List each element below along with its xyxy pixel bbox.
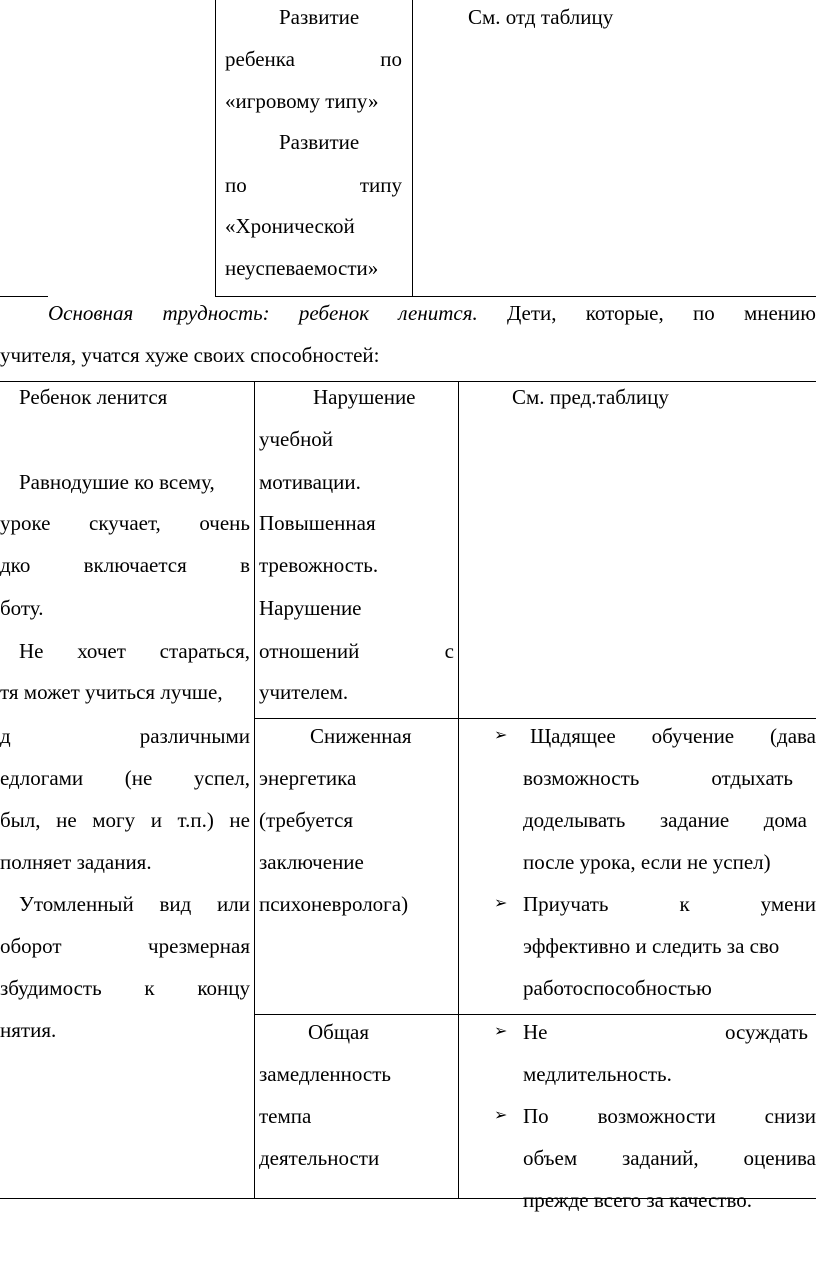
col1-word: могу: [92, 808, 136, 832]
row2-word: (дава: [770, 724, 816, 748]
col1-line: [0, 553, 250, 577]
row2-word: умени: [760, 892, 816, 916]
row3-word: объем: [523, 1146, 578, 1170]
col1-word: концу: [197, 976, 250, 1000]
top-col2-line2: [225, 47, 402, 71]
row2-col2-line: Сниженная: [310, 724, 412, 748]
paragraph-word: которые,: [585, 301, 664, 325]
paragraph-line2: учителя, учатся хуже своих способностей:: [0, 343, 380, 367]
row3-word: Не: [523, 1020, 548, 1044]
col1-word: включается: [83, 553, 187, 577]
bullet-arrow-icon: ➢: [494, 1107, 508, 1124]
row2-bullet2-line: эффективно и следить за сво: [523, 934, 780, 958]
col1-word: не: [229, 808, 250, 832]
row1-col2-line: мотивации.: [259, 470, 361, 494]
row3-col2-line: замедленность: [259, 1062, 392, 1086]
col1-line: [0, 724, 250, 748]
col1-word: скучает,: [89, 511, 161, 535]
top-table-mid-border: [412, 0, 413, 297]
row3-word: заданий,: [622, 1146, 699, 1170]
row3-col2-line: Общая: [308, 1020, 370, 1044]
col1-line: [19, 639, 250, 663]
top-col2-line7: неуспеваемости»: [225, 256, 379, 280]
row2-word: к: [679, 892, 690, 916]
top-table-left-border: [215, 0, 216, 297]
top-col3-text: См. отд таблицу: [468, 5, 614, 29]
col1-word: различными: [139, 724, 250, 748]
row1-col2-line: Нарушение: [259, 596, 362, 620]
main-table-row1-border: [254, 718, 816, 719]
col1-word: дко: [0, 553, 31, 577]
col1-word: не: [56, 808, 77, 832]
bullet-arrow-icon: ➢: [494, 895, 508, 912]
col1-word: к: [144, 976, 155, 1000]
col1-line: [0, 976, 250, 1000]
row2-col2-line: энергетика: [259, 766, 357, 790]
top-col2-word: по: [225, 173, 247, 197]
row1-col2-word: отношений: [259, 639, 360, 663]
top-col2-line6: «Хронической: [225, 214, 355, 238]
row1-col2-line: Нарушение: [313, 385, 416, 409]
col1-line: [0, 808, 250, 832]
row2-col2-line: психоневролога): [259, 892, 409, 916]
main-table-col1-border: [254, 381, 255, 1199]
row2-bullet1-line: [523, 766, 793, 790]
col1-line: [0, 934, 250, 958]
row3-bullet2-line: прежде всего за качество.: [523, 1188, 753, 1212]
col1-word: Не: [19, 639, 44, 663]
row3-bullet1-line: медлительность.: [523, 1062, 672, 1086]
italic-word: ребенок: [298, 301, 370, 325]
row1-col2-line: тревожность.: [259, 553, 379, 577]
col1-line: полняет задания.: [0, 850, 152, 874]
row1-col2-line: учителем.: [259, 680, 349, 704]
paragraph-word: мнению: [743, 301, 816, 325]
row3-word: возможности: [597, 1104, 716, 1128]
top-col2-word: по: [380, 47, 402, 71]
col1-line: тя может учиться лучше,: [0, 680, 223, 704]
row1-col2-line: учебной: [259, 427, 334, 451]
col1-word: збудимость: [0, 976, 102, 1000]
top-col2-line3: «игровому типу»: [225, 89, 379, 113]
row3-bullet1-line: [523, 1020, 808, 1044]
top-table-stub-line: [0, 296, 48, 297]
paragraph-line1: [48, 301, 816, 325]
col1-word: (не: [124, 766, 153, 790]
col1-word: и: [150, 808, 162, 832]
row2-bullet1-line: [523, 808, 807, 832]
top-col2-word: ребенка: [225, 47, 295, 71]
row2-col2-line: заключение: [259, 850, 364, 874]
col1-word: стараться,: [159, 639, 250, 663]
row3-bullet2-line: [523, 1146, 816, 1170]
row2-word: отдыхать: [711, 766, 793, 790]
col1-line: Равнодушие ко всему,: [19, 470, 215, 494]
row2-bullet1-line: после урока, если не успел): [523, 850, 771, 874]
col1-line: [0, 766, 250, 790]
col1-word: был,: [0, 808, 41, 832]
row2-bullet2-line: работоспособностью: [523, 976, 712, 1000]
col1-word: или: [217, 892, 250, 916]
row3-col2-line: деятельности: [259, 1146, 380, 1170]
paragraph-word: по: [692, 301, 715, 325]
row2-word: Щадящее: [530, 724, 616, 748]
row2-word: задание: [659, 808, 730, 832]
col1-word: очень: [199, 511, 250, 535]
col1-word: уроке: [0, 511, 51, 535]
col1-word: в: [240, 553, 250, 577]
italic-word: ленится.: [398, 301, 478, 325]
col1-word: оборот: [0, 934, 62, 958]
row2-word: доделывать: [523, 808, 626, 832]
main-table-top-border: [0, 381, 816, 382]
top-col2-line5: [225, 173, 402, 197]
row3-word: снизи: [764, 1104, 816, 1128]
col1-word: успел,: [193, 766, 250, 790]
top-col2-line4: Развитие: [279, 130, 360, 154]
col1-word: т.п.): [177, 808, 214, 832]
main-table-col2-border: [458, 381, 459, 1199]
row3-word: оценива: [743, 1146, 816, 1170]
col1-line: [0, 511, 250, 535]
col1-word: хочет: [77, 639, 126, 663]
row2-word: возможность: [523, 766, 640, 790]
bullet-arrow-icon: ➢: [494, 1023, 508, 1040]
row1-col2-line: Повышенная: [259, 511, 376, 535]
top-table-bottom-border: [215, 296, 816, 297]
row2-bullet1-line: [530, 724, 816, 748]
row1-col3-text: См. пред.таблицу: [512, 385, 669, 409]
italic-word: трудность:: [162, 301, 270, 325]
row3-col2-line: темпа: [259, 1104, 312, 1128]
main-table-row2-border: [254, 1014, 816, 1015]
col1-word: Утомленный: [19, 892, 134, 916]
row2-bullet2-line: [523, 892, 816, 916]
col1-line: [19, 892, 250, 916]
col1-word: д: [0, 724, 11, 748]
top-col2-line1: Развитие: [279, 5, 360, 29]
italic-word: Основная: [48, 301, 134, 325]
paragraph-word: Дети,: [506, 301, 557, 325]
col1-line: нятия.: [0, 1018, 57, 1042]
top-col2-word: типу: [359, 173, 402, 197]
row2-col2-line: (требуется: [259, 808, 354, 832]
row3-word: По: [523, 1104, 549, 1128]
col1-title: Ребенок ленится: [19, 385, 168, 409]
col1-line: боту.: [0, 596, 44, 620]
row2-word: обучение: [651, 724, 735, 748]
bullet-arrow-icon: ➢: [494, 727, 508, 744]
col1-word: вид: [159, 892, 192, 916]
row3-word: осуждать: [724, 1020, 808, 1044]
row2-word: Приучать: [523, 892, 609, 916]
col1-word: едлогами: [0, 766, 84, 790]
row3-bullet2-line: [523, 1104, 816, 1128]
row1-col2-line: [259, 639, 454, 663]
col1-word: чрезмерная: [148, 934, 250, 958]
row1-col2-word: с: [444, 639, 454, 663]
row2-word: дома: [763, 808, 807, 832]
